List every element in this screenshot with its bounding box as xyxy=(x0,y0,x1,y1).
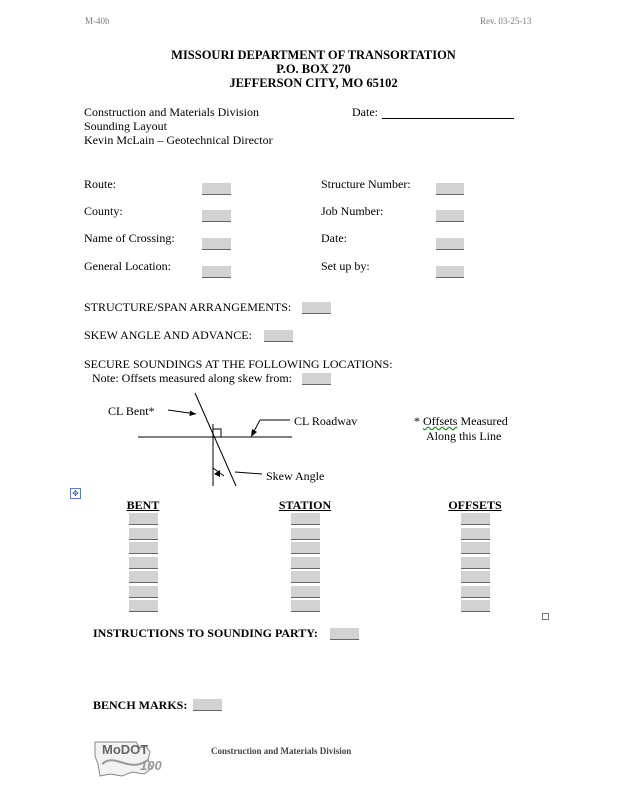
division-name: Construction and Materials Division xyxy=(84,105,259,119)
crossing-label: Name of Crossing: xyxy=(84,231,175,245)
job-number-label: Job Number: xyxy=(321,204,384,218)
cl-bent-arrow xyxy=(190,411,197,417)
date-line[interactable] xyxy=(382,118,514,119)
station-cell-row-7[interactable] xyxy=(291,600,320,612)
setup-by-label: Set up by: xyxy=(321,259,370,273)
revision-date: Rev. 03-25-13 xyxy=(480,16,532,26)
header-org: MISSOURI DEPARTMENT OF TRANSORTATION xyxy=(171,48,456,62)
route-label: Route: xyxy=(84,177,116,191)
station-cell-row-4[interactable] xyxy=(291,557,320,569)
county-field[interactable] xyxy=(202,210,231,222)
bent-cell-row-1[interactable] xyxy=(129,513,158,525)
location-label: General Location: xyxy=(84,259,171,273)
offsets-line-note: Along this Line xyxy=(426,429,502,443)
bent-cell-row-4[interactable] xyxy=(129,557,158,569)
structure-span-field[interactable] xyxy=(302,302,331,314)
cl-bent-label: CL Bent* xyxy=(108,404,155,418)
offsets-note: Note: Offsets measured along skew from: xyxy=(92,371,293,385)
setup-by-field[interactable] xyxy=(436,266,464,278)
date2-field[interactable] xyxy=(436,238,464,250)
county-label: County: xyxy=(84,204,123,218)
offsets-measured-note: * Offsets Measured xyxy=(414,414,508,428)
station-cell-row-3[interactable] xyxy=(291,542,320,554)
structure-number-field[interactable] xyxy=(436,183,464,195)
skew-angle-diagram-label: Skew Angle xyxy=(266,469,325,483)
bent-cell-row-6[interactable] xyxy=(129,586,158,598)
cl-roadway-arrow xyxy=(251,429,257,437)
footer-division: Construction and Materials Division xyxy=(211,746,352,756)
crossing-field[interactable] xyxy=(202,238,231,250)
form-code: M-40b xyxy=(85,16,110,26)
skew-angle-field[interactable] xyxy=(264,330,293,342)
column-header-bent: BENT xyxy=(126,498,160,512)
header-city: JEFFERSON CITY, MO 65102 xyxy=(229,76,398,90)
instructions-label: INSTRUCTIONS TO SOUNDING PARTY: xyxy=(93,626,318,640)
station-cell-row-5[interactable] xyxy=(291,571,320,583)
station-cell-row-2[interactable] xyxy=(291,528,320,540)
station-cell-row-1[interactable] xyxy=(291,513,320,525)
director-name: Kevin McLain – Geotechnical Director xyxy=(84,133,273,147)
form-title: Sounding Layout xyxy=(84,119,167,133)
offsets-cell-row-1[interactable] xyxy=(461,513,490,525)
bent-cell-row-2[interactable] xyxy=(129,528,158,540)
logo-text: MoDOT xyxy=(102,742,149,757)
route-field[interactable] xyxy=(202,183,231,195)
structure-number-label: Structure Number: xyxy=(321,177,411,191)
offsets-cell-row-5[interactable] xyxy=(461,571,490,583)
column-header-station: STATION xyxy=(278,498,332,512)
bent-cell-row-7[interactable] xyxy=(129,600,158,612)
bench-marks-field[interactable] xyxy=(193,699,222,711)
offsets-cell-row-6[interactable] xyxy=(461,586,490,598)
offsets-cell-row-4[interactable] xyxy=(461,557,490,569)
soundings-label: SECURE SOUNDINGS AT THE FOLLOWING LOCATIONS: xyxy=(84,357,393,371)
logo-sub: 100 xyxy=(140,758,162,773)
table-resize-handle[interactable] xyxy=(542,613,549,620)
offsets-from-field[interactable] xyxy=(302,373,331,385)
instructions-field[interactable] xyxy=(330,628,359,640)
cl-roadway-label: CL Roadwav xyxy=(294,414,358,428)
column-header-offsets: OFFSETS xyxy=(448,498,502,512)
bench-marks-label: BENCH MARKS: xyxy=(93,698,188,712)
offsets-cell-row-7[interactable] xyxy=(461,600,490,612)
table-move-handle-icon[interactable]: ✥ xyxy=(70,488,81,499)
bent-cell-row-5[interactable] xyxy=(129,571,158,583)
date2-label: Date: xyxy=(321,231,347,245)
date-label: Date: xyxy=(352,105,378,119)
job-number-field[interactable] xyxy=(436,210,464,222)
station-cell-row-6[interactable] xyxy=(291,586,320,598)
structure-span-label: STRUCTURE/SPAN ARRANGEMENTS: xyxy=(84,300,292,314)
location-field[interactable] xyxy=(202,266,231,278)
bent-line xyxy=(195,393,236,486)
skew-angle-label: SKEW ANGLE AND ADVANCE: xyxy=(84,328,252,342)
offsets-cell-row-3[interactable] xyxy=(461,542,490,554)
header-po-box: P.O. BOX 270 xyxy=(276,62,351,76)
bent-cell-row-3[interactable] xyxy=(129,542,158,554)
offsets-cell-row-2[interactable] xyxy=(461,528,490,540)
